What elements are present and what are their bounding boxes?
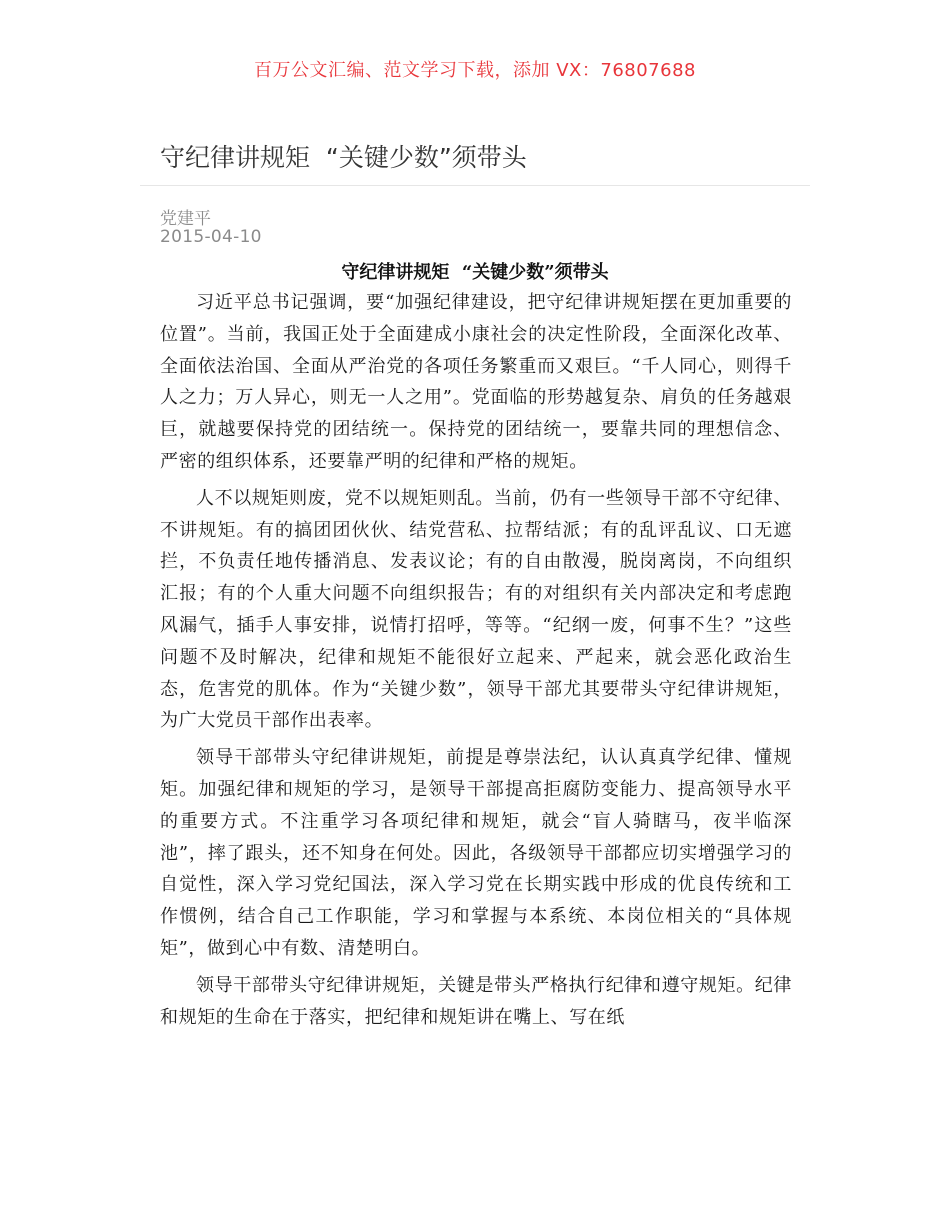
promo-banner: 百万公文汇编、范文学习下载，添加 VX：76807688 <box>254 60 696 81</box>
article-date: 2015-04-10 <box>160 227 262 247</box>
article-subheading: 守纪律讲规矩 “关键少数”须带头 <box>341 262 609 283</box>
article-paragraph: 领导干部带头守纪律讲规矩，关键是带头严格执行纪律和遵守规矩。纪律和规矩的生命在于落实，把纪律和规矩讲在嘴上、写在纸 <box>160 974 792 1028</box>
page-title: 守纪律讲规矩 “关键少数”须带头 <box>160 143 527 172</box>
title-divider <box>140 185 810 186</box>
article-body <box>160 287 792 1038</box>
article-paragraph: 人不以规矩则废，党不以规矩则乱。当前，仍有一些领导干部不守纪律、不讲规矩。有的搞团团伙伙、结党营私、拉帮结派；有的乱评乱议、口无遮拦，不负责任地传播消息、发表议论；有的自由散漫，脱岗离岗，不向组织汇报；有的个人重大问题不向组织报告；有的对组织有关内部决定和考虑跑风漏气，插手人事安排，说情打招呼，等等。“纪纲一废，何事不生？”这些问题不及时解决，纪律和规矩不能很好立起来、严起来，就会恶化政治生态，危害党的肌体。作为“关键少数”，领导干部尤其要带头守纪律讲规矩，为广大党员干部作出表率。 <box>160 487 792 732</box>
article-paragraph: 习近平总书记强调，要“加强纪律建设，把守纪律讲规矩摆在更加重要的位置”。当前，我国正处于全面建成小康社会的决定性阶段，全面深化改革、全面依法治国、全面从严治党的各项任务繁重而又艰巨。“千人同心，则得千人之力；万人异心，则无一人之用”。党面临的形势越复杂、肩负的任务越艰巨，就越要保持党的团结统一。保持党的团结统一，要靠共同的理想信念、严密的组织体系，还要靠严明的纪律和严格的规矩。 <box>160 292 792 472</box>
article-author: 党建平 <box>160 209 211 229</box>
article-paragraph: 领导干部带头守纪律讲规矩，前提是尊崇法纪，认认真真学纪律、懂规矩。加强纪律和规矩的学习，是领导干部提高拒腐防变能力、提高领导水平的重要方式。不注重学习各项纪律和规矩，就会“盲人骑瞎马，夜半临深池”，摔了跟头，还不知身在何处。因此，各级领导干部都应切实增强学习的自觉性，深入学习党纪国法，深入学习党在长期实践中形成的优良传统和工作惯例，结合自己工作职能，学习和掌握与本系统、本岗位相关的“具体规矩”，做到心中有数、清楚明白。 <box>160 747 792 959</box>
